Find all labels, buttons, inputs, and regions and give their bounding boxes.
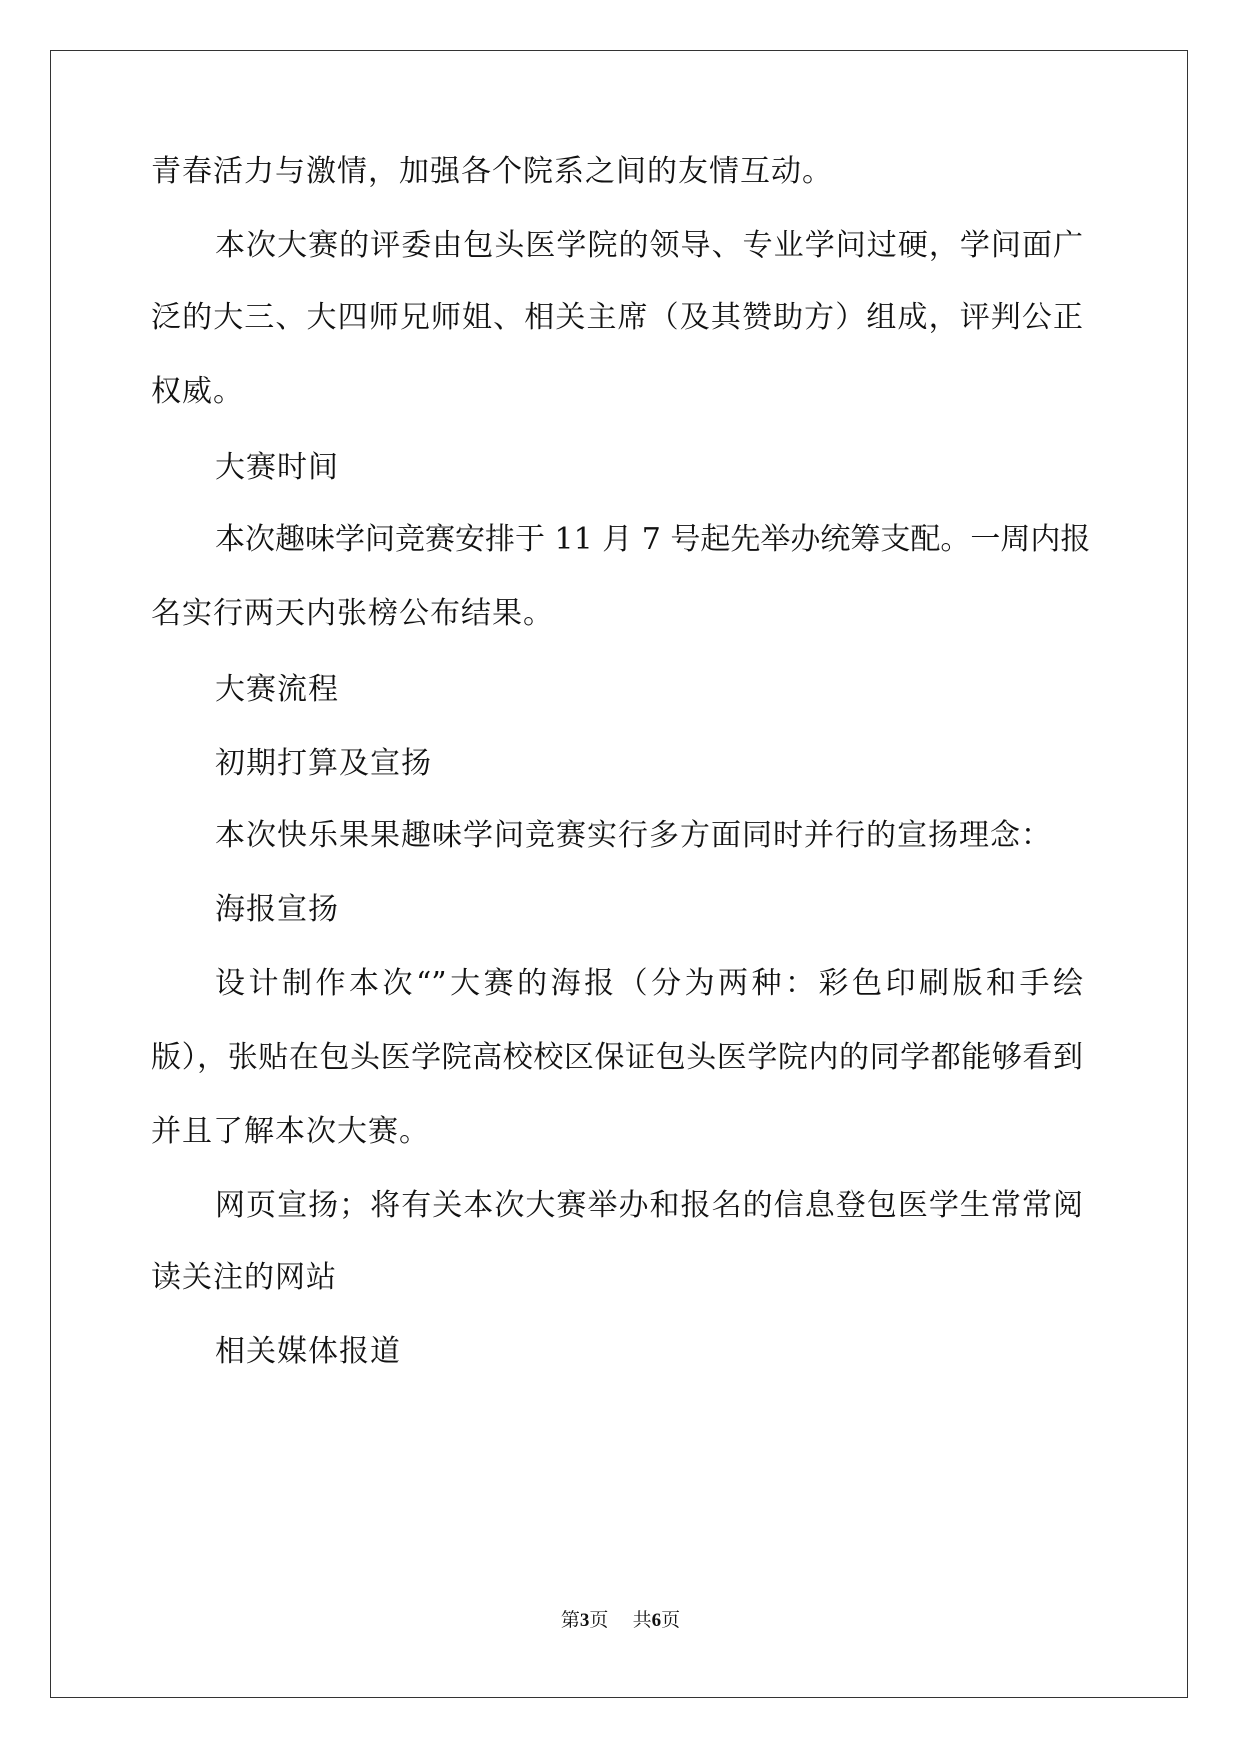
footer-total-suffix: 页 bbox=[661, 1609, 681, 1631]
paragraph-line-4: 权威。 bbox=[151, 374, 244, 409]
footer-page-total: 6 bbox=[651, 1610, 662, 1631]
subheading-poster: 海报宣扬 bbox=[215, 892, 339, 927]
paragraph-line-2: 本次大赛的评委由包头医学院的领导、专业学问过硬，学问面广 bbox=[215, 228, 1083, 263]
footer-page-prefix: 第 bbox=[560, 1609, 580, 1631]
footer-total-prefix: 共 bbox=[632, 1609, 652, 1631]
section-heading-time: 大赛时间 bbox=[215, 450, 339, 485]
section-heading-process: 大赛流程 bbox=[215, 672, 339, 707]
paragraph-line-10: 本次快乐果果趣味学问竞赛实行多方面同时并行的宣扬理念： bbox=[215, 818, 1052, 853]
paragraph-line-12: 设计制作本次“”大赛的海报（分为两种：彩色印刷版和手绘 bbox=[215, 966, 1083, 1001]
paragraph-line-13: 版），张贴在包头医学院高校校区保证包头医学院内的同学都能够看到 bbox=[151, 1040, 1083, 1075]
paragraph-line-1: 青春活力与激情，加强各个院系之间的友情互动。 bbox=[151, 154, 833, 189]
paragraph-line-7: 名实行两天内张榜公布结果。 bbox=[151, 596, 554, 631]
subheading-media: 相关媒体报道 bbox=[215, 1334, 401, 1369]
footer-page-suffix: 页 bbox=[589, 1609, 609, 1631]
paragraph-line-14: 并且了解本次大赛。 bbox=[151, 1114, 430, 1149]
paragraph-line-16: 读关注的网站 bbox=[151, 1260, 337, 1295]
paragraph-line-3: 泛的大三、大四师兄师姐、相关主席（及其赞助方）组成，评判公正 bbox=[151, 300, 1083, 335]
page-footer bbox=[0, 1608, 1241, 1633]
paragraph-line-15: 网页宣扬；将有关本次大赛举办和报名的信息登包医学生常常阅 bbox=[215, 1188, 1083, 1223]
subheading-preparation: 初期打算及宣扬 bbox=[215, 746, 432, 781]
paragraph-line-6: 本次趣味学问竞赛安排于 11 月 7 号起先举办统筹支配。一周内报 bbox=[215, 522, 1091, 557]
footer-page-current: 3 bbox=[579, 1610, 590, 1631]
